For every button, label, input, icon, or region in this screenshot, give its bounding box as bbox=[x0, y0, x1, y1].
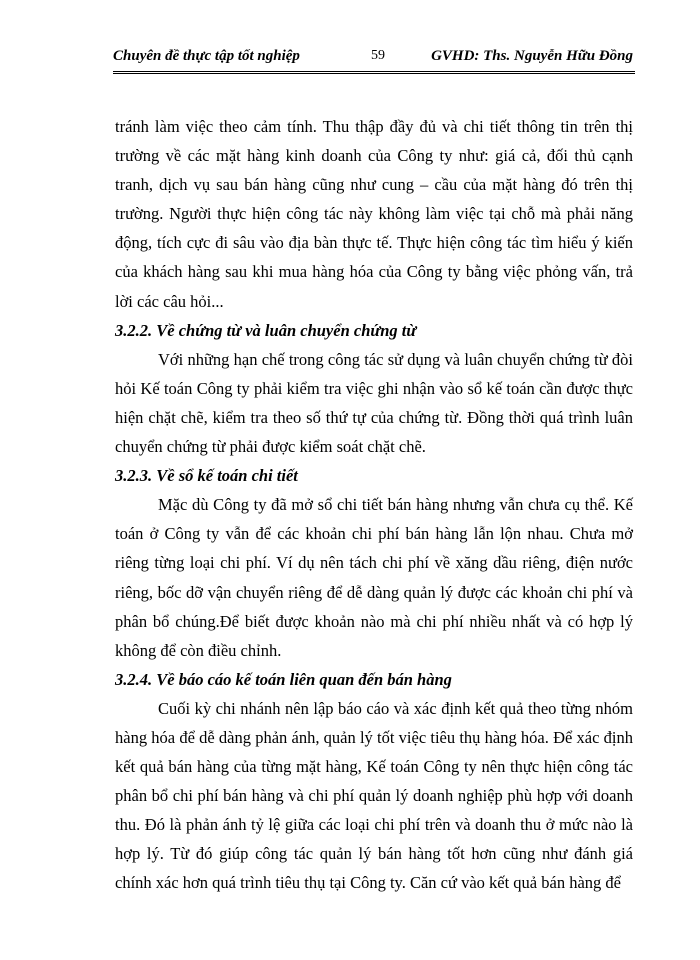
header-rule bbox=[113, 71, 635, 74]
paragraph-detail-ledger: Mặc dù Công ty đã mở sổ chi tiết bán hàng nhưng vẫn chưa cụ thể. Kế toán ở Công ty vẫn để các khoản chi phí bán hàng lẫn lộn nhau. Chưa mở riêng từng loại chi phí. Ví dụ nên tách chi phí về xăng dầu riêng, điện nước riêng, bốc dỡ vận chuyển riêng để dễ dàng quản lý được các khoản chi phí và phân bổ chúng.Để biết được khoản nào mà chi phí nhiều nhất và có hợp lý không để còn điều chỉnh. bbox=[115, 495, 633, 660]
page-number: 59 bbox=[371, 48, 385, 63]
section-heading-3-2-2: 3.2.2. Về chứng từ và luân chuyển chứng từ bbox=[115, 320, 417, 340]
header-title: Chuyên đề thực tập tốt nghiệp bbox=[113, 48, 300, 64]
section-heading-3-2-4: 3.2.4. Về báo cáo kế toán liên quan đến bán hàng bbox=[115, 669, 452, 689]
paragraph-continuation: tránh làm việc theo cảm tính. Thu thập đầy đủ và chi tiết thông tin trên thị trường về các mặt hàng kinh doanh của Công ty như: giá cả, đối thủ cạnh tranh, dịch vụ sau bán hàng cũng như cung – cầu của mặt hàng đó trên thị trường. Người thực hiện công tác này không làm việc tại chỗ mà phải năng động, tích cực đi sâu vào địa bàn thực tế. Thực hiện công tác tìm hiểu ý kiến của khách hàng sau khi mua hàng hóa của Công ty bằng việc phỏng vấn, trả lời các câu hỏi... bbox=[115, 117, 633, 311]
paragraph-vouchers: Với những hạn chế trong công tác sử dụng và luân chuyển chứng từ đòi hỏi Kế toán Công ty phải kiểm tra việc ghi nhận vào sổ kế toán cần được thực hiện chặt chẽ, kiểm tra theo số thứ tự của chứng từ. Đồng thời quá trình luân chuyển chứng từ phải được kiểm soát chặt chẽ. bbox=[115, 349, 633, 457]
section-heading-3-2-3: 3.2.3. Về sổ kế toán chi tiết bbox=[115, 466, 298, 486]
document-body bbox=[115, 112, 633, 898]
page-header bbox=[113, 38, 633, 68]
paragraph-sales-reports: Cuối kỳ chi nhánh nên lập báo cáo và xác định kết quả theo từng nhóm hàng hóa để dễ dàng phản ánh, quản lý tốt việc tiêu thụ hàng hóa. Để xác định kết quả bán hàng của từng mặt hàng, Kế toán Công ty nên thực hiện công tác phân bổ chi phí bán hàng và chi phí quản lý doanh nghiệp phù hợp với doanh thu. Đó là phản ánh tỷ lệ giữa các loại chi phí trên và doanh thu ở mức nào là hợp lý. Từ đó giúp công tác quản lý bán hàng tốt hơn cũng như đánh giá chính xác hơn quá trình tiêu thụ tại Công ty. Căn cứ vào kết quả bán hàng để bbox=[115, 698, 633, 893]
header-advisor: GVHD: Ths. Nguyễn Hữu Đồng bbox=[431, 48, 633, 64]
